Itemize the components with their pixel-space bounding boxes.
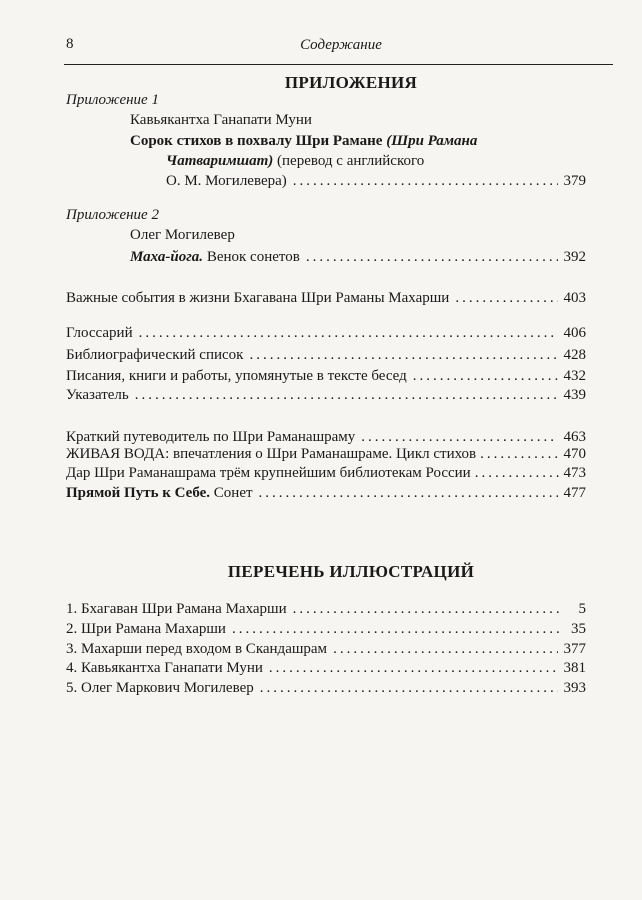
toc-entry[interactable] — [66, 347, 586, 364]
leader-dots — [333, 641, 557, 658]
toc-entry[interactable] — [66, 290, 586, 307]
page-ref: 473 — [563, 465, 586, 481]
illustrations-heading: ПЕРЕЧЕНЬ ИЛЛЮСТРАЦИЙ — [227, 562, 475, 581]
page-number: 8 — [66, 36, 74, 52]
toc-entry-title-rest: Сонет — [213, 485, 253, 501]
illustration-title: 3. Махарши перед входом в Скандашрам — [66, 641, 328, 657]
appendix-1-title-bold-italic: (Шри Рамана — [386, 133, 478, 149]
leader-dots — [361, 429, 557, 446]
toc-entry[interactable] — [66, 387, 586, 404]
illustration-item[interactable] — [66, 660, 586, 677]
appendix-1-author: Кавьякантха Ганапати Муни — [130, 112, 312, 128]
page-ref: 35 — [571, 621, 586, 637]
leader-dots — [249, 347, 557, 364]
leader-dots — [259, 485, 558, 502]
toc-entry-appendix-1[interactable] — [166, 173, 586, 190]
running-title: Содержание — [300, 37, 382, 53]
header-rule — [64, 64, 613, 65]
toc-entry-title — [66, 485, 253, 502]
leader-dots — [260, 680, 558, 697]
leader-dots — [475, 465, 560, 482]
page-ref: 428 — [563, 347, 586, 363]
illustration-title: 4. Кавьякантха Ганапати Муни — [66, 660, 263, 676]
leader-dots — [139, 325, 558, 342]
toc-entry-title-bold: Прямой Путь к Себе. — [66, 485, 211, 501]
appendix-2-author: Олег Могилевер — [130, 227, 235, 243]
toc-entry-title: Дар Шри Раманашрама трём крупнейшим библиотекам России — [66, 465, 471, 481]
illustration-title: 1. Бхагаван Шри Рамана Махарши — [66, 601, 287, 617]
page-ref: 5 — [578, 601, 586, 617]
page-ref: 393 — [563, 680, 586, 696]
page-ref: 379 — [563, 173, 586, 189]
appendix-1-title-line2 — [166, 153, 424, 170]
toc-entry-title: Библиографический список — [66, 347, 244, 363]
toc-entry-title: Важные события в жизни Бхагавана Шри Раманы Махарши — [66, 290, 450, 306]
toc-entry[interactable] — [66, 485, 586, 502]
page-ref: 406 — [563, 325, 586, 341]
leader-dots — [232, 621, 560, 638]
page-ref: 470 — [563, 446, 586, 462]
toc-entry[interactable] — [66, 446, 586, 463]
toc-entry[interactable] — [66, 325, 586, 342]
leader-dots — [135, 387, 558, 404]
page-ref: 392 — [563, 249, 586, 265]
page-ref: 439 — [563, 387, 586, 403]
appendix-2-label: Приложение 2 — [66, 207, 159, 223]
illustration-title: 2. Шри Рамана Махарши — [66, 621, 226, 637]
appendix-1-note-cont: О. М. Могилевера) — [166, 173, 287, 189]
illustration-item[interactable] — [66, 621, 586, 638]
toc-entry-title: ЖИВАЯ ВОДА: впечатления о Шри Раманашраме. Цикл стихов — [66, 446, 477, 462]
page-ref: 381 — [563, 660, 586, 676]
appendix-1-title-line1 — [130, 133, 477, 150]
toc-entry[interactable] — [66, 465, 586, 482]
illustration-title: 5. Олег Маркович Могилевер — [66, 680, 254, 696]
toc-entry[interactable] — [66, 429, 586, 446]
page-ref: 432 — [563, 368, 586, 384]
appendix-1-title-bold: Сорок стихов в похвалу Шри Рамане — [130, 133, 383, 149]
appendix-1-title-bold-italic-cont: Чатваримшат) — [166, 153, 274, 169]
leader-dots — [293, 601, 560, 618]
page-ref: 377 — [563, 641, 586, 657]
toc-entry[interactable] — [66, 368, 586, 385]
toc-entry-title: Указатель — [66, 387, 129, 403]
appendix-2-title — [130, 249, 300, 266]
illustration-item[interactable] — [66, 601, 586, 618]
appendix-1-label: Приложение 1 — [66, 92, 159, 108]
illustration-item[interactable] — [66, 680, 586, 697]
appendix-2-title-bold-italic: Маха-йога. — [130, 249, 204, 265]
appendix-1-note: (перевод с английского — [277, 153, 425, 169]
leader-dots — [269, 660, 558, 677]
page-ref: 463 — [563, 429, 586, 445]
appendix-2-title-rest: Венок сонетов — [206, 249, 300, 265]
toc-entry-title: Глоссарий — [66, 325, 133, 341]
appendices-heading: ПРИЛОЖЕНИЯ — [284, 73, 418, 92]
toc-entry-title: Краткий путеводитель по Шри Раманашраму — [66, 429, 356, 445]
leader-dots — [293, 173, 558, 190]
page-ref: 403 — [563, 290, 586, 306]
toc-entry-appendix-2[interactable] — [130, 249, 586, 266]
illustration-item[interactable] — [66, 641, 586, 658]
leader-dots — [480, 446, 559, 463]
leader-dots — [455, 290, 557, 307]
leader-dots — [413, 368, 558, 385]
toc-entry-title: Писания, книги и работы, упомянутые в тексте бесед — [66, 368, 407, 384]
page-ref: 477 — [563, 485, 586, 501]
leader-dots — [306, 249, 558, 266]
